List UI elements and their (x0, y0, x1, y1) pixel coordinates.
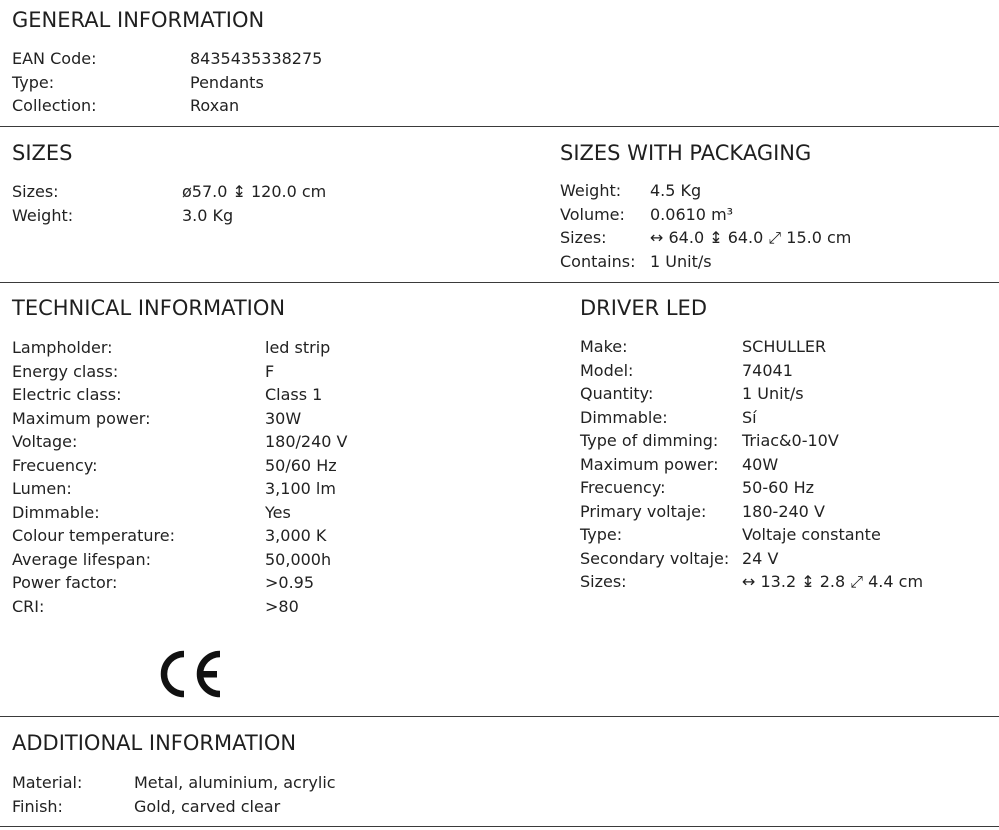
tech-row-label: Lampholder: (12, 338, 113, 357)
general-information-heading: GENERAL INFORMATION (12, 8, 265, 32)
tech-row-label: CRI: (12, 596, 45, 616)
tech-row-label: Colour temperature: (12, 526, 175, 545)
tech-row-value: 3,100 lm (265, 479, 336, 498)
tech-row-label: Energy class: (12, 361, 119, 381)
weight-label: Weight: (12, 205, 74, 225)
driver-row-label: Sizes: (580, 572, 627, 591)
driver-row-label: Model: (580, 360, 634, 380)
type-label: Type: (12, 72, 55, 92)
tech-row-value: >0.95 (265, 573, 315, 592)
driver-led-heading: DRIVER LED (580, 296, 707, 320)
driver-row-label: Type: (580, 525, 623, 544)
ce-mark-icon (156, 648, 226, 704)
driver-row-label: Maximum power: (580, 454, 719, 474)
packaging-weight-value: 4.5 Kg (650, 181, 702, 200)
driver-row-value: 180-240 V (742, 501, 825, 521)
packaging-weight-label: Weight: (560, 181, 622, 200)
tech-row-value: 180/240 V (265, 432, 348, 451)
driver-row-value: Triac&0-10V (742, 431, 839, 450)
section-divider (0, 716, 999, 717)
tech-row-label: Voltage: (12, 432, 78, 451)
packaging-volume-value: 0.0610 m³ (650, 204, 734, 224)
driver-row-value: 50-60 Hz (742, 478, 815, 497)
sizes-label: Sizes: (12, 182, 59, 201)
driver-row-label: Quantity: (580, 384, 654, 403)
driver-row-value: 24 V (742, 548, 779, 568)
collection-value: Roxan (190, 96, 240, 115)
driver-row-label: Dimmable: (580, 407, 668, 427)
sizes-with-packaging-heading: SIZES WITH PACKAGING (560, 141, 812, 165)
section-divider (0, 826, 999, 827)
material-label: Material: (12, 773, 83, 792)
sizes-value: ø57.0 ↨ 120.0 cm (182, 182, 327, 201)
driver-row-value: 74041 (742, 360, 793, 380)
tech-row-value: >80 (265, 596, 299, 616)
collection-label: Collection: (12, 96, 97, 115)
driver-row-value: 40W (742, 454, 779, 474)
packaging-contains-value: 1 Unit/s (650, 251, 712, 271)
driver-row-label: Make: (580, 337, 628, 356)
tech-row-value: 30W (265, 408, 302, 428)
finish-value: Gold, carved clear (134, 796, 281, 816)
tech-row-value: led strip (265, 338, 331, 357)
driver-row-value: Voltaje constante (742, 525, 881, 544)
driver-row-label: Secondary voltaje: (580, 548, 730, 568)
tech-row-value: Class 1 (265, 385, 323, 404)
tech-row-label: Electric class: (12, 385, 122, 404)
driver-row-label: Primary voltaje: (580, 501, 707, 521)
packaging-contains-label: Contains: (560, 251, 636, 271)
driver-row-value: 1 Unit/s (742, 384, 804, 403)
sizes-heading: SIZES (12, 141, 73, 165)
technical-information-heading: TECHNICAL INFORMATION (12, 296, 286, 320)
packaging-volume-label: Volume: (560, 204, 625, 224)
tech-row-value: Yes (265, 502, 291, 522)
type-value: Pendants (190, 72, 264, 92)
tech-row-value: F (265, 361, 275, 381)
driver-row-value: Sí (742, 407, 757, 427)
driver-row-label: Type of dimming: (580, 431, 719, 450)
tech-row-value: 50,000h (265, 549, 332, 569)
finish-label: Finish: (12, 796, 63, 816)
driver-row-value: ↔ 13.2 ↨ 2.8 ⤢ 4.4 cm (742, 572, 924, 591)
tech-row-label: Power factor: (12, 573, 118, 592)
tech-row-label: Average lifespan: (12, 549, 151, 569)
ean-code-value: 8435435338275 (190, 49, 323, 68)
weight-value: 3.0 Kg (182, 205, 234, 225)
tech-row-label: Dimmable: (12, 502, 100, 522)
ean-code-label: EAN Code: (12, 49, 97, 68)
driver-row-value: SCHULLER (742, 337, 827, 356)
tech-row-label: Lumen: (12, 479, 72, 498)
material-value: Metal, aluminium, acrylic (134, 773, 336, 792)
section-divider (0, 282, 999, 283)
packaging-sizes-label: Sizes: (560, 228, 607, 247)
section-divider (0, 126, 999, 127)
tech-row-value: 50/60 Hz (265, 455, 337, 475)
driver-row-label: Frecuency: (580, 478, 666, 497)
tech-row-label: Frecuency: (12, 455, 98, 475)
tech-row-value: 3,000 K (265, 526, 327, 545)
tech-row-label: Maximum power: (12, 408, 151, 428)
packaging-sizes-value: ↔ 64.0 ↨ 64.0 ⤢ 15.0 cm (650, 228, 852, 247)
additional-information-heading: ADDITIONAL INFORMATION (12, 731, 297, 755)
